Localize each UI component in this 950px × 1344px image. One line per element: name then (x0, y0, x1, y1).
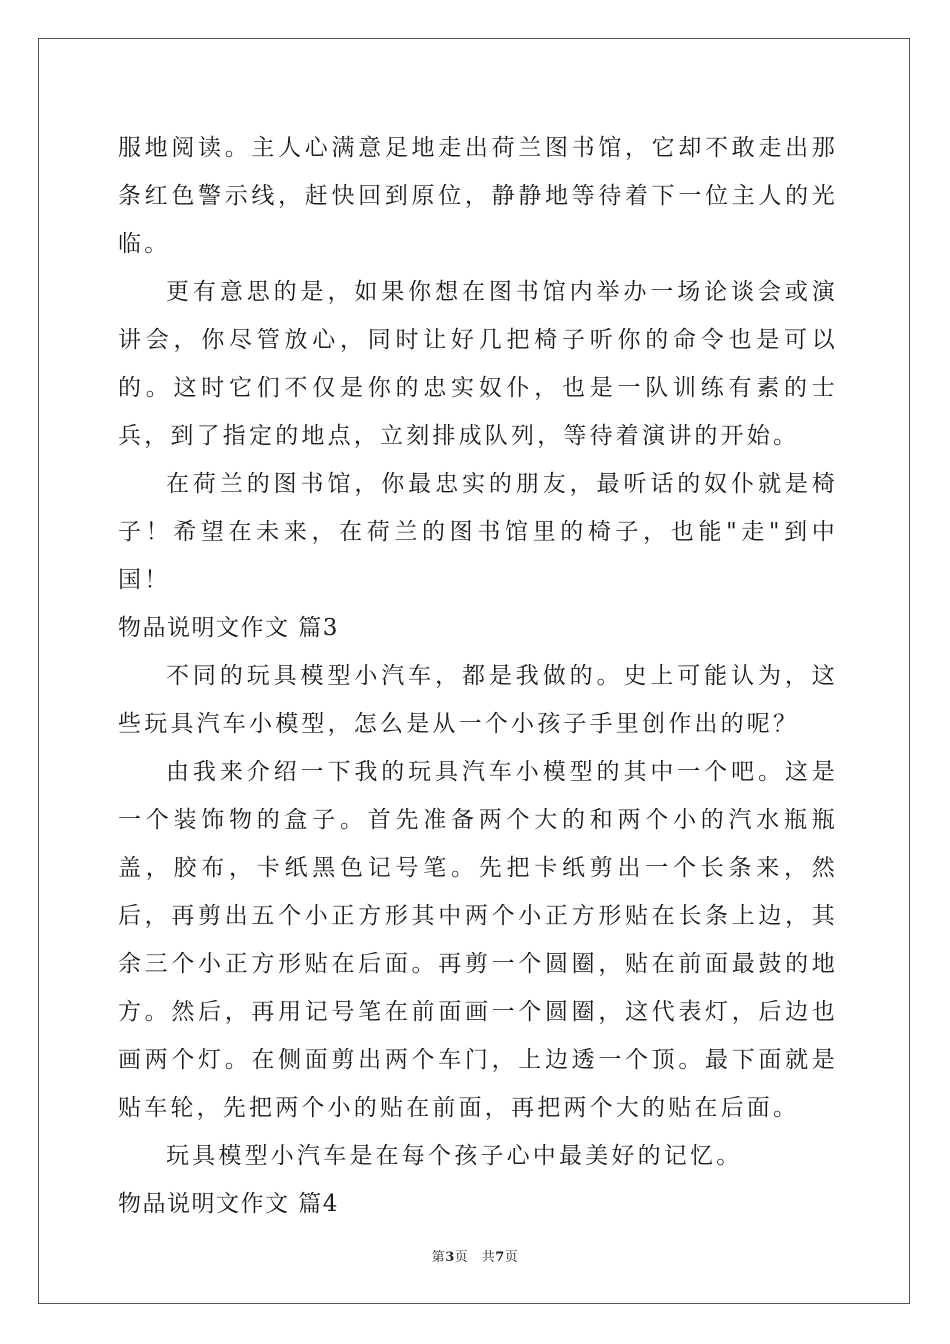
document-body (118, 124, 838, 1228)
paragraph: 服地阅读。主人心满意足地走出荷兰图书馆，它却不敢走出那条红色警示线，赶快回到原位，静静地等待着下一位主人的光临。 (118, 135, 838, 257)
paragraph: 不同的玩具模型小汽车，都是我做的。史上可能认为，这些玩具汽车小模型，怎么是从一个小孩子手里创作出的呢？ (118, 663, 838, 737)
footer-mid: 页 共 (454, 1250, 496, 1265)
footer-suffix: 页 (504, 1250, 519, 1265)
current-page-number: 3 (445, 1250, 455, 1265)
paragraph: 在荷兰的图书馆，你最忠实的朋友，最听话的奴仆就是椅子！希望在未来，在荷兰的图书馆里的椅子，也能"走"到中国！ (118, 471, 838, 593)
page-footer (0, 1246, 950, 1265)
paragraph: 由我来介绍一下我的玩具汽车小模型的其中一个吧。这是一个装饰物的盒子。首先准备两个大的和两个小的汽水瓶瓶盖，胶布，卡纸黑色记号笔。先把卡纸剪出一个长条来，然后，再剪出五个小正方形其中两个小正方形贴在长条上边，其余三个小正方形贴在后面。再剪一个圆圈，贴在前面最鼓的地方。然后，再用记号笔在前面画一个圆圈，这代表灯，后边也画两个灯。在侧面剪出两个车门，上边透一个顶。最下面就是贴车轮，先把两个小的贴在前面，再把两个大的贴在后面。 (118, 759, 838, 1121)
section-heading: 物品说明文作文 篇3 (118, 615, 339, 641)
paragraph: 更有意思的是，如果你想在图书馆内举办一场论谈会或演讲会，你尽管放心，同时让好几把椅子听你的命令也是可以的。这时它们不仅是你的忠实奴仆，也是一队训练有素的士兵，到了指定的地点，立刻排成队列，等待着演讲的开始。 (118, 279, 838, 449)
footer-prefix: 第 (431, 1250, 446, 1265)
paragraph: 玩具模型小汽车是在每个孩子心中最美好的记忆。 (166, 1143, 743, 1169)
total-page-number: 7 (495, 1250, 505, 1265)
section-heading: 物品说明文作文 篇4 (118, 1191, 339, 1217)
